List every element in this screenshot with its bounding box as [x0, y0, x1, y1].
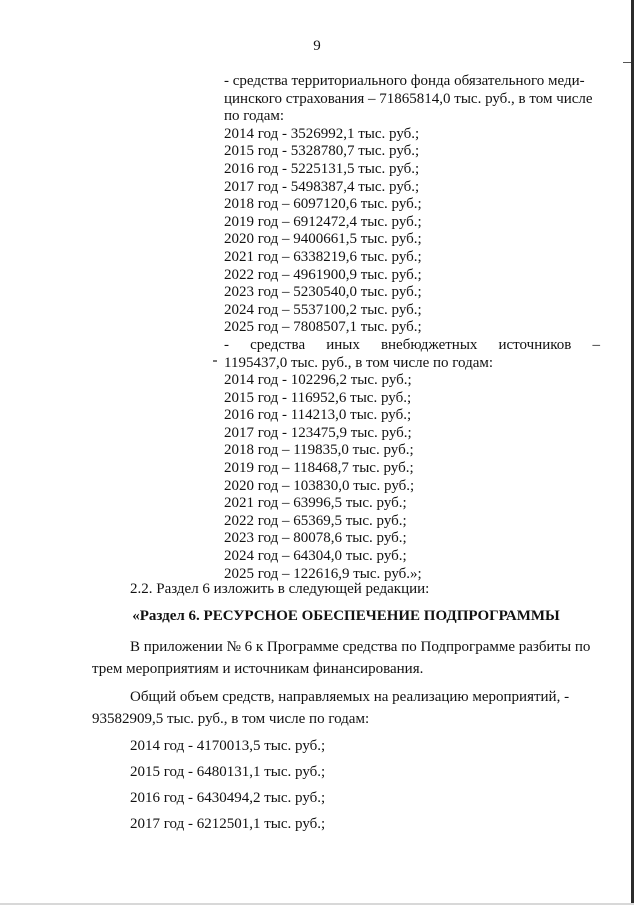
offbudget-word: -	[224, 336, 229, 353]
tfoms-year-line: 2016 год - 5225131,5 тыс. руб.;	[224, 160, 420, 177]
offbudget-word: внебюджетных	[380, 336, 478, 353]
offbudget-year-line: 2017 год - 123475,9 тыс. руб.;	[224, 424, 412, 441]
section-year-line: 2014 год - 4170013,5 тыс. руб.;	[130, 738, 326, 754]
section-heading: «Раздел 6. РЕСУРСНОЕ ОБЕСПЕЧЕНИЕ ПОДПРОГРАММЫ	[132, 608, 560, 624]
offbudget-year-line: 2015 год - 116952,6 тыс. руб.;	[224, 389, 412, 406]
offbudget-word: источников	[498, 336, 572, 353]
paragraph-1-line-1: В приложении № 6 к Программе средства по Подпрограмме разбиты по	[130, 639, 591, 655]
section-year-line: 2015 год - 6480131,1 тыс. руб.;	[130, 764, 326, 780]
offbudget-line-2: 1195437,0 тыс. руб., в том числе по годам:	[224, 354, 494, 371]
tfoms-year-line: 2018 год – 6097120,6 тыс. руб.;	[224, 196, 422, 213]
offbudget-year-line: 2022 год – 65369,5 тыс. руб.;	[224, 512, 407, 529]
page-edge-mark	[623, 62, 631, 63]
tfoms-year-line: 2024 год – 5537100,2 тыс. руб.;	[224, 301, 422, 318]
tfoms-year-line: 2021 год – 6338219,6 тыс. руб.;	[224, 248, 422, 265]
paragraph-1-line-2: трем мероприятиям и источникам финансирования.	[92, 661, 424, 677]
tfoms-year-line: 2015 год - 5328780,7 тыс. руб.;	[224, 143, 420, 160]
offbudget-year-line: 2014 год - 102296,2 тыс. руб.;	[224, 372, 412, 389]
page-number: 9	[313, 38, 321, 54]
scan-artifact-dot	[213, 360, 217, 362]
item-2-2	[92, 578, 600, 600]
offbudget-year-line: 2024 год – 64304,0 тыс. руб.;	[224, 548, 407, 565]
offbudget-year-line: 2025 год – 122616,9 тыс. руб.»;	[224, 565, 422, 582]
section-paragraph-2	[92, 686, 600, 730]
offbudget-word: –	[592, 336, 600, 353]
tfoms-year-line: 2019 год – 6912472,4 тыс. руб.;	[224, 213, 422, 230]
offbudget-year-line: 2023 год – 80078,6 тыс. руб.;	[224, 530, 407, 547]
section-year-line: 2017 год - 6212501,1 тыс. руб.;	[130, 816, 326, 832]
offbudget-year-line: 2019 год – 118468,7 тыс. руб.;	[224, 460, 414, 477]
offbudget-year-line: 2021 год – 63996,5 тыс. руб.;	[224, 495, 407, 512]
offbudget-year-line: 2018 год – 119835,0 тыс. руб.;	[224, 442, 414, 459]
funding-sources-block	[224, 73, 600, 583]
offbudget-year-line: 2020 год – 103830,0 тыс. руб.;	[224, 477, 415, 494]
paragraph-2-line-1: Общий объем средств, направляемых на реализацию мероприятий, -	[130, 689, 570, 705]
tfoms-line-2: цинского страхования – 71865814,0 тыс. руб., в том числе	[224, 90, 593, 107]
tfoms-line-1: - средства территориального фонда обязательного меди-	[224, 73, 585, 89]
offbudget-word: иных	[326, 336, 360, 353]
item-2-2-text: 2.2. Раздел 6 изложить в следующей редакции:	[130, 581, 430, 597]
offbudget-word: средства	[250, 336, 306, 353]
tfoms-line-3: по годам:	[224, 108, 285, 125]
tfoms-year-line: 2023 год – 5230540,0 тыс. руб.;	[224, 284, 422, 301]
paragraph-2-line-2: 93582909,5 тыс. руб., в том числе по годам:	[92, 711, 370, 727]
tfoms-year-line: 2022 год – 4961900,9 тыс. руб.;	[224, 266, 422, 283]
offbudget-line-1	[224, 337, 600, 355]
section-year-line: 2016 год - 6430494,2 тыс. руб.;	[130, 790, 326, 806]
tfoms-year-line: 2020 год – 9400661,5 тыс. руб.;	[224, 231, 422, 248]
tfoms-year-line: 2014 год - 3526992,1 тыс. руб.;	[224, 125, 420, 142]
tfoms-year-line: 2025 год – 7808507,1 тыс. руб.;	[224, 319, 422, 336]
tfoms-year-line: 2017 год - 5498387,4 тыс. руб.;	[224, 178, 420, 195]
offbudget-year-line: 2016 год - 114213,0 тыс. руб.;	[224, 407, 412, 424]
section-paragraph-1	[92, 636, 600, 680]
